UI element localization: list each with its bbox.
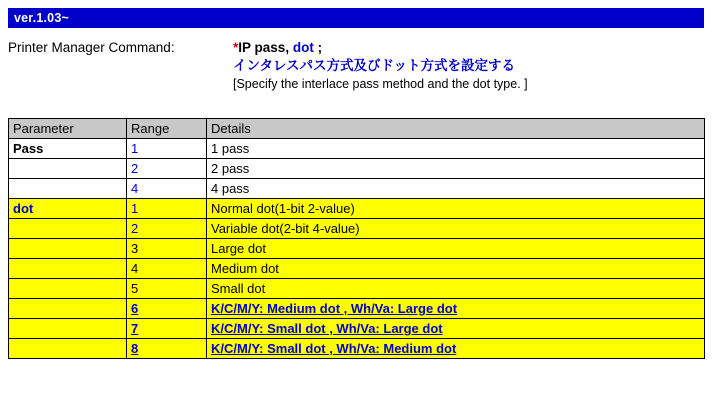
- cell-range: 8: [127, 339, 207, 359]
- table-row: [9, 139, 705, 159]
- command-syntax: [233, 40, 322, 55]
- command-description-japanese: インタレスパス方式及びドット方式を設定する: [233, 58, 516, 73]
- command-syntax-row: [8, 40, 704, 55]
- cell-details: Small dot: [207, 279, 705, 299]
- cell-parameter: [9, 159, 127, 179]
- table-body: [9, 139, 705, 359]
- table-row: [9, 259, 705, 279]
- command-syntax-dot: dot: [292, 40, 314, 55]
- command-description-english: [Specify the interlace pass method and the dot type. ]: [233, 77, 528, 92]
- table-row: [9, 279, 705, 299]
- cell-range: 7: [127, 319, 207, 339]
- command-syntax-star: *: [233, 40, 239, 55]
- column-header-range: Range: [127, 119, 207, 139]
- cell-details: 4 pass: [207, 179, 705, 199]
- parameter-table: [8, 118, 705, 359]
- cell-details: K/C/M/Y: Small dot , Wh/Va: Medium dot: [207, 339, 705, 359]
- cell-parameter: [9, 319, 127, 339]
- command-syntax-semicolon: ;: [313, 40, 323, 55]
- cell-parameter: [9, 179, 127, 199]
- cell-details: K/C/M/Y: Medium dot , Wh/Va: Large dot: [207, 299, 705, 319]
- cell-details: Normal dot(1-bit 2-value): [207, 199, 705, 219]
- cell-parameter: [9, 279, 127, 299]
- cell-range: 1: [127, 139, 207, 159]
- command-syntax-ip-pass: IP pass: [238, 40, 286, 55]
- column-header-parameter: Parameter: [9, 119, 127, 139]
- cell-range: 6: [127, 299, 207, 319]
- table-row: [9, 219, 705, 239]
- cell-details: Large dot: [207, 239, 705, 259]
- cell-range: 4: [127, 179, 207, 199]
- command-label: Printer Manager Command:: [8, 40, 175, 55]
- cell-parameter: [9, 219, 127, 239]
- cell-range: 1: [127, 199, 207, 219]
- cell-range: 3: [127, 239, 207, 259]
- table-row: [9, 159, 705, 179]
- table-row: [9, 179, 705, 199]
- cell-details: 1 pass: [207, 139, 705, 159]
- cell-details: Medium dot: [207, 259, 705, 279]
- cell-parameter: Pass: [9, 139, 127, 159]
- cell-details: 2 pass: [207, 159, 705, 179]
- parameter-table-wrapper: [8, 118, 704, 359]
- command-description-block: [8, 40, 704, 93]
- cell-range: 4: [127, 259, 207, 279]
- table-header: [9, 119, 705, 139]
- cell-details: Variable dot(2-bit 4-value): [207, 219, 705, 239]
- cell-parameter: [9, 299, 127, 319]
- cell-parameter: [9, 259, 127, 279]
- column-header-details: Details: [207, 119, 705, 139]
- table-row: [9, 299, 705, 319]
- cell-parameter: dot: [9, 199, 127, 219]
- table-header-row: [9, 119, 705, 139]
- version-banner: ver.1.03~: [8, 8, 704, 28]
- command-syntax-comma: ,: [285, 40, 293, 55]
- cell-details: K/C/M/Y: Small dot , Wh/Va: Large dot: [207, 319, 705, 339]
- table-row: [9, 239, 705, 259]
- cell-parameter: [9, 339, 127, 359]
- cell-range: 2: [127, 219, 207, 239]
- table-row: [9, 339, 705, 359]
- cell-parameter: [9, 239, 127, 259]
- table-row: [9, 199, 705, 219]
- table-row: [9, 319, 705, 339]
- cell-range: 2: [127, 159, 207, 179]
- cell-range: 5: [127, 279, 207, 299]
